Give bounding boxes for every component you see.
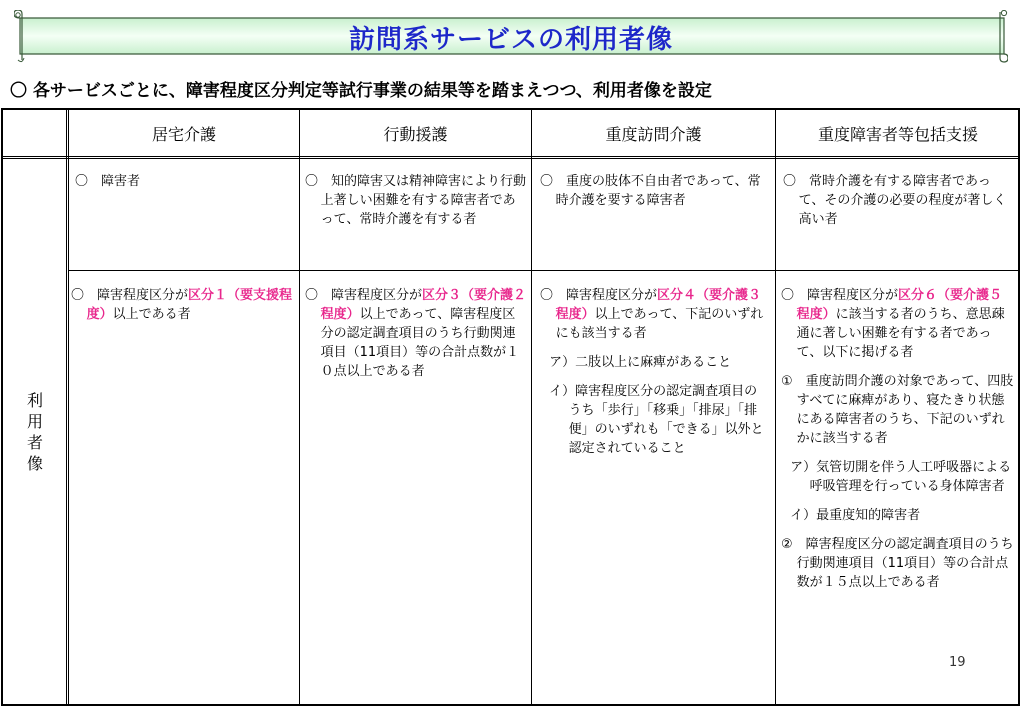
condition-i: イ）最重度知的障害者 — [790, 508, 921, 523]
header-hokatsu: 重度障害者等包括支援 — [817, 124, 978, 144]
cell-r2-kyotaku — [71, 286, 293, 324]
cell-text: に該当する者のうち、意思疎通に著しい困難を有する者であって、以下に掲げる者 — [796, 307, 1005, 360]
row-label-char: 利 — [26, 391, 43, 410]
cell-text: 〇 常時介護を有する障害者であって、その介護の必要の程度が著しく高い者 — [783, 174, 1007, 227]
condition-i: イ）障害程度区分の認定調査項目のうち「歩行」「移乗」「排尿」「排便」のいずれも「できる」以外と認定されていること — [549, 384, 764, 456]
col-divider — [299, 110, 300, 704]
condition-1: ① 重度訪問介護の対象であって、四肢すべてに麻痺があり、寝たきり状態にある障害者のうち、下記のいずれかに該当する者 — [781, 374, 1014, 446]
cell-r1-kodo — [305, 172, 527, 229]
page-number: 19 — [949, 655, 966, 670]
subtitle: 〇 各サービスごとに、障害程度区分判定等試行事業の結果等を踏まえつつ、利用者像を設定 — [10, 81, 712, 101]
category-highlight: 区分６（要介護５程度） — [796, 288, 1003, 322]
cell-text: 〇 重度の肢体不自由者であって、常時介護を要する障害者 — [540, 174, 761, 208]
row-label-riyoshazo — [3, 390, 67, 474]
cell-r1-jodo — [540, 172, 768, 210]
condition-2: ② 障害程度区分の認定調査項目のうち行動関連項目（11項目）等の合計点数が１５点以上である者 — [781, 537, 1014, 590]
header-kyotaku: 居宅介護 — [151, 124, 216, 144]
cell-text: 〇 障害程度区分が — [781, 288, 899, 303]
cell-r1-kyotaku — [75, 172, 293, 191]
cell-r2-kodo — [305, 286, 527, 381]
cell-text: 〇 障害程度区分が — [540, 288, 658, 303]
cell-text: 〇 障害者 — [75, 174, 141, 189]
col-divider — [531, 110, 532, 704]
category-highlight: 区分３（要介護２程度） — [320, 288, 527, 322]
cell-r2-hokatsu — [781, 286, 1015, 592]
category-highlight: 区分４（要介護３程度） — [555, 288, 762, 322]
cell-r2-jodo — [540, 286, 768, 458]
col-divider — [775, 110, 776, 704]
page-title: 訪問系サービスの利用者像 — [348, 24, 673, 55]
cell-text: 〇 障害程度区分が — [305, 288, 423, 303]
cell-text: 以上であって、下記のいずれにも該当する者 — [555, 307, 764, 341]
title-banner — [14, 10, 1008, 64]
header-divider — [3, 156, 1018, 159]
row-divider — [69, 270, 1018, 271]
row-label-char: 像 — [26, 454, 43, 473]
category-highlight: 区分１（要支援程度） — [86, 288, 293, 322]
cell-text: 〇 障害程度区分が — [71, 288, 189, 303]
header-jodo: 重度訪問介護 — [605, 124, 702, 144]
row-label-char: 者 — [26, 433, 43, 452]
cell-text: 以上であって、障害程度区分の認定調査項目のうち行動関連項目（11項目）等の合計点数が１０点以上である者 — [320, 307, 520, 379]
cell-r1-hokatsu — [783, 172, 1015, 229]
cell-text: 以上である者 — [112, 307, 191, 322]
row-label-char: 用 — [26, 412, 43, 431]
header-kodo: 行動援護 — [383, 124, 448, 144]
condition-a: ア）気管切開を伴う人工呼吸器による呼吸管理を行っている身体障害者 — [790, 460, 1012, 494]
condition-a: ア）二肢以上に麻痺があること — [549, 355, 732, 370]
cell-text: 〇 知的障害又は精神障害により行動上著しい困難を有する障害者であって、常時介護を有する者 — [305, 174, 527, 227]
user-profile-table — [1, 108, 1020, 706]
